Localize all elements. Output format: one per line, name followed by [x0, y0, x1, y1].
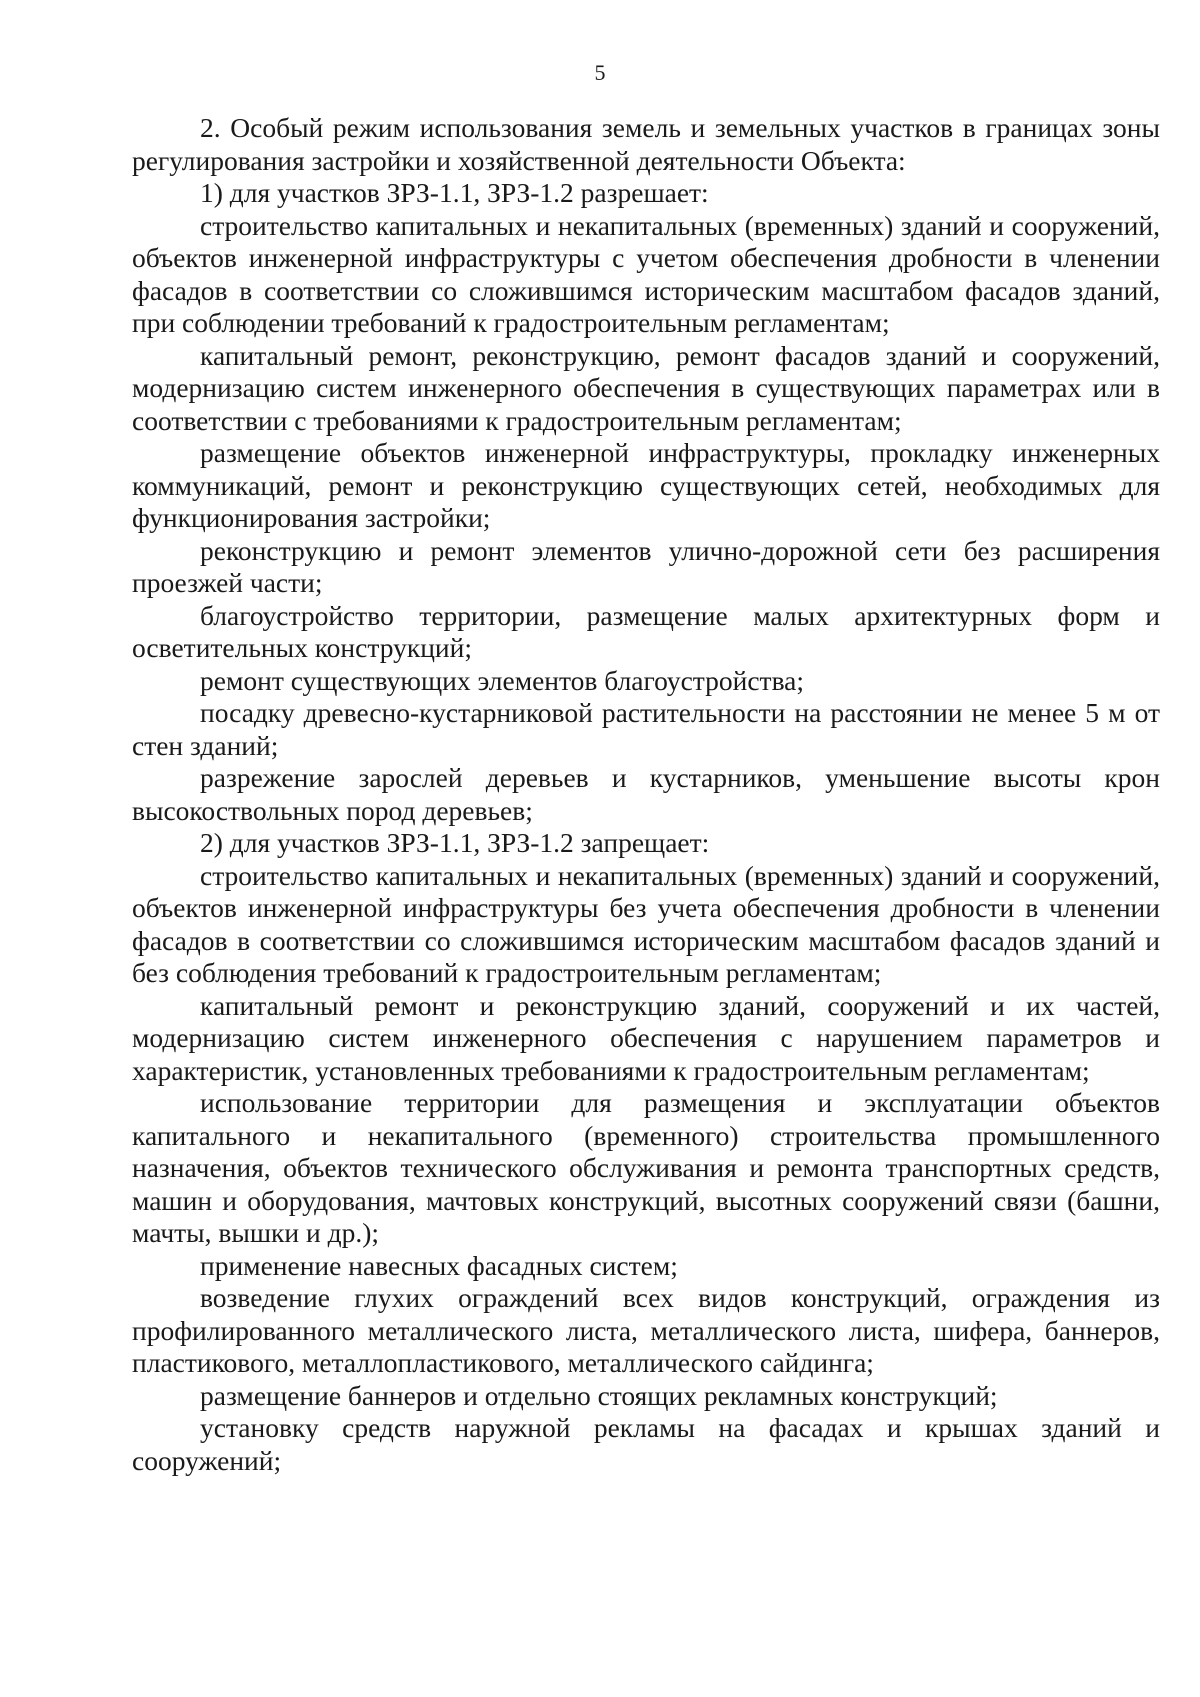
paragraph-allowed-infrastructure: размещение объектов инженерной инфраструктуры, прокладку инженерных коммуникаций, ремонт и реконструкцию существующих сетей, необходимых для функционирования застройки;: [132, 437, 1160, 533]
paragraph-allowed-construction: строительство капитальных и некапитальных (временных) зданий и сооружений, объектов инженерной инфраструктуры с учетом обеспечения дробности в членении фасадов в соответствии со сложившимся историческим масштабом фасадов зданий, при соблюдении требований к градостроительным регламентам;: [132, 209, 1160, 338]
paragraph-allowed-planting: посадку древесно-кустарниковой растительности на расстоянии не менее 5 м от стен зданий;: [132, 697, 1160, 761]
paragraph-allowed-roads: реконструкцию и ремонт элементов улично-дорожной сети без расширения проезжей части;: [132, 534, 1160, 598]
paragraph-allowed-landscaping: благоустройство территории, размещение малых архитектурных форм и осветительных конструкций;: [132, 599, 1160, 663]
document-body: [132, 112, 1160, 1477]
paragraph-allowed-landscaping-repair: ремонт существующих элементов благоустройства;: [200, 664, 805, 696]
paragraph-prohibited-fences: возведение глухих ограждений всех видов конструкций, ограждения из профилированного металлического листа, металлического листа, шифера, баннеров, пластикового, металлопластикового, металлического сайдинга;: [132, 1282, 1160, 1378]
paragraph-prohibited-advertising: установку средств наружной рекламы на фасадах и крышах зданий и сооружений;: [132, 1412, 1160, 1476]
paragraph-section-2-intro: 2. Особый режим использования земель и земельных участков в границах зоны регулирования застройки и хозяйственной деятельности Объекта:: [132, 112, 1160, 176]
paragraph-prohibited-industrial-use: использование территории для размещения и эксплуатации объектов капитального и некапитального (временного) строительства промышленного назначения, объектов технического обслуживания и ремонта транспортных средств, машин и оборудования, мачтовых конструкций, высотных сооружений связи (башни, мачты, вышки и др.);: [132, 1087, 1160, 1248]
paragraph-prohibited-banners: размещение баннеров и отдельно стоящих рекламных конструкций;: [200, 1379, 998, 1411]
paragraph-prohibited-repair: капитальный ремонт и реконструкцию зданий, сооружений и их частей, модернизацию систем инженерного обеспечения с нарушением параметров и характеристик, установленных требованиями к градостроительным регламентам;: [132, 989, 1160, 1086]
paragraph-allowed-heading: 1) для участков ЗРЗ-1.1, ЗРЗ-1.2 разрешает:: [200, 177, 709, 208]
paragraph-allowed-repair: капитальный ремонт, реконструкцию, ремонт фасадов зданий и сооружений, модернизацию систем инженерного обеспечения в существующих параметрах или в соответствии с требованиями к градостроительным регламентам;: [132, 339, 1160, 436]
paragraph-prohibited-heading: 2) для участков ЗРЗ-1.1, ЗРЗ-1.2 запрещает:: [200, 827, 710, 858]
paragraph-allowed-thinning: разрежение зарослей деревьев и кустарников, уменьшение высоты крон высокоствольных пород деревьев;: [132, 762, 1160, 826]
paragraph-prohibited-construction: строительство капитальных и некапитальных (временных) зданий и сооружений, объектов инженерной инфраструктуры без учета обеспечения дробности в членении фасадов в соответствии со сложившимся историческим масштабом фасадов зданий и без соблюдения требований к градостроительным регламентам;: [132, 859, 1160, 988]
paragraph-prohibited-facade-systems: применение навесных фасадных систем;: [200, 1249, 678, 1281]
page-number: 5: [594, 60, 606, 85]
